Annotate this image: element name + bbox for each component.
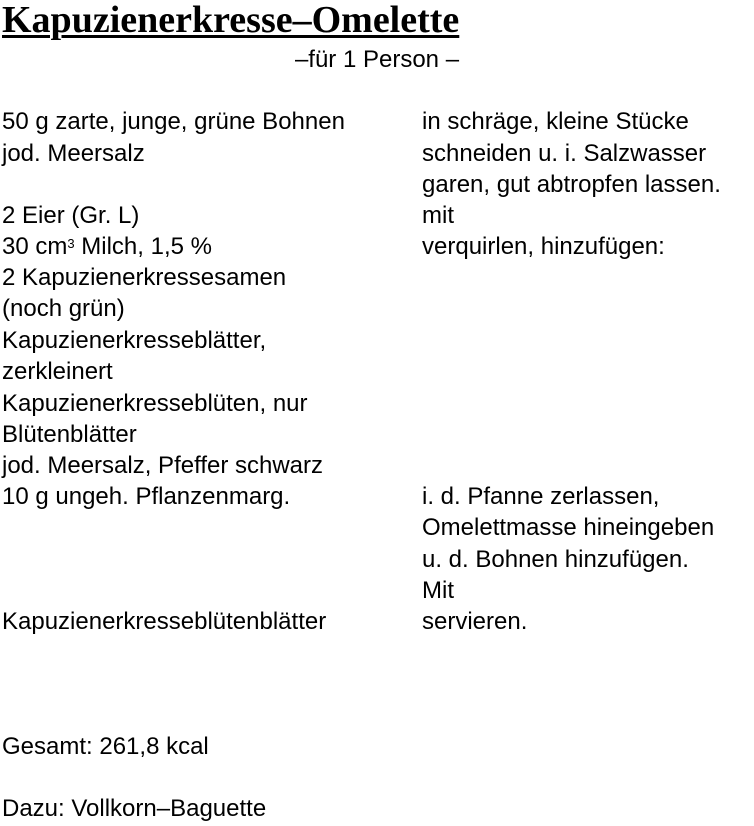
instruction-line: schneiden u. i. Salzwasser [422,140,707,167]
instruction-line: servieren. [422,608,528,635]
ingredient-line: 10 g ungeh. Pflanzenmarg. [2,483,291,510]
ingredient-line: (noch grün) [2,295,125,322]
ingredient-line: Kapuzienerkresseblüten, nur [2,390,308,417]
instruction-line: i. d. Pfanne zerlassen, [422,483,660,510]
ingredient-line: jod. Meersalz [2,140,145,167]
ingredient-line: zerkleinert [2,358,113,385]
ingredient-line: Kapuzienerkresseblätter, [2,327,267,354]
instruction-line: verquirlen, hinzufügen: [422,233,665,260]
ingredient-text: Milch, 1,5 % [74,233,212,260]
instruction-line: Omelettmasse hineingeben [422,514,715,541]
ingredient-text: 30 cm [2,233,68,260]
instruction-line: Mit [422,577,454,604]
ingredient-line: Blütenblätter [2,421,137,448]
servings-subtitle: –für 1 Person – [294,46,460,73]
total-calories: Gesamt: 261,8 kcal [2,733,209,760]
ingredient-line: 2 Kapuzienerkressesamen [2,264,287,291]
instruction-line: garen, gut abtropfen lassen. [422,171,721,198]
ingredient-line-milk [2,232,212,262]
superscript: 3 [67,236,75,251]
side-dish: Dazu: Vollkorn–Baguette [2,795,267,822]
ingredient-line: 50 g zarte, junge, grüne Bohnen [2,108,345,135]
ingredient-line: jod. Meersalz, Pfeffer schwarz [2,452,324,479]
instruction-line: in schräge, kleine Stücke [422,108,689,135]
recipe-title: Kapuzienerkresse–Omelette [2,0,460,41]
instruction-line: u. d. Bohnen hinzufügen. [422,546,689,573]
instruction-line: mit [422,202,454,229]
ingredient-line: Kapuzienerkresseblütenblätter [2,608,327,635]
ingredient-line: 2 Eier (Gr. L) [2,202,140,229]
